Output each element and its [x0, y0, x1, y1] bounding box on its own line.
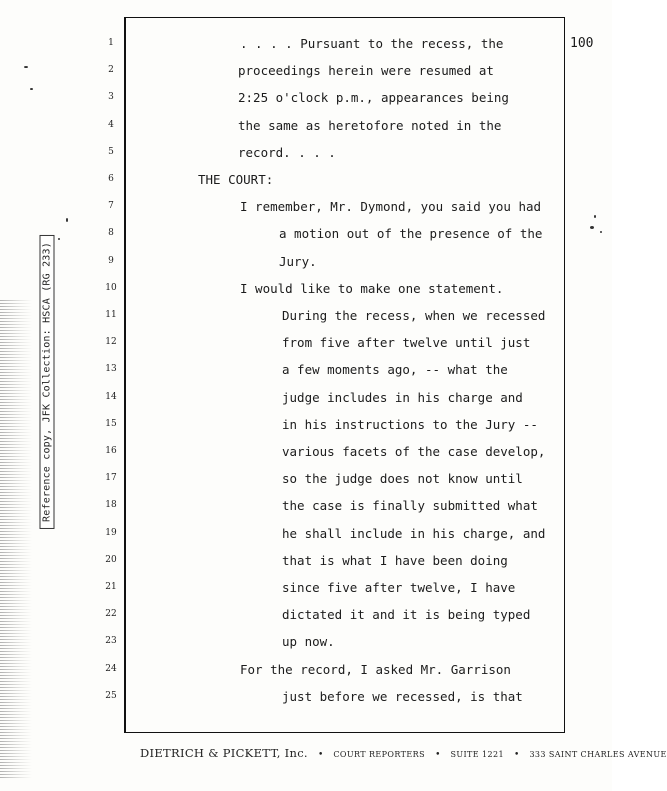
line-number: 15	[105, 418, 117, 429]
line-number: 11	[105, 310, 117, 320]
transcript-line: the case is finally submitted what	[282, 498, 538, 514]
line-number: 4	[108, 119, 114, 130]
reference-stamp	[36, 232, 58, 532]
line-number: 17	[105, 473, 117, 484]
scan-speck	[600, 231, 602, 233]
transcript-line: a motion out of the presence of the	[279, 226, 543, 242]
transcript-line: just before we recessed, is that	[282, 688, 523, 704]
transcript-line: THE COURT:	[198, 172, 274, 187]
transcript-line: various facets of the case develop,	[282, 444, 546, 459]
transcript-line: so the judge does not know until	[282, 471, 523, 487]
line-number: 19	[105, 527, 117, 538]
line-number: 2	[108, 65, 114, 76]
line-number: 24	[105, 663, 117, 674]
reporter-footer	[140, 742, 667, 761]
scan-speck	[594, 215, 596, 218]
transcript-line: that is what I have been doing	[282, 552, 508, 568]
line-number: 21	[105, 582, 117, 592]
line-number: 5	[108, 146, 114, 157]
line-number: 12	[105, 337, 117, 348]
scan-speck	[24, 66, 28, 68]
footer-firm: DIETRICH & PICKETT, Inc.	[140, 746, 308, 760]
line-number: 9	[108, 255, 114, 266]
line-number: 22	[105, 609, 117, 620]
line-number: 16	[105, 446, 117, 456]
line-number: 1	[108, 38, 114, 48]
transcript-line: the same as heretofore noted in the	[238, 117, 502, 133]
footer-role: COURT REPORTERS	[333, 750, 425, 759]
line-number: 20	[105, 554, 117, 565]
line-number: 23	[105, 636, 117, 647]
transcript-line: record. . . .	[238, 144, 336, 160]
footer-suite: SUITE 1221	[450, 750, 504, 759]
footer-separator: •	[514, 750, 520, 760]
transcript-line: I would like to make one statement.	[240, 280, 504, 296]
footer-address: 333 SAINT CHARLES AVENUE	[529, 750, 667, 759]
footer-separator: •	[318, 750, 324, 760]
page-number: 100	[570, 36, 594, 51]
line-number: 6	[108, 174, 114, 184]
line-number: 8	[108, 228, 114, 239]
transcript-line: I remember, Mr. Dymond, you said you had	[240, 199, 542, 215]
scan-speck	[30, 88, 33, 90]
line-number: 3	[108, 92, 114, 103]
transcript-line: . . . . Pursuant to the recess, the	[240, 36, 504, 51]
scan-binding-edge	[0, 300, 32, 780]
line-number: 14	[105, 391, 117, 402]
reference-stamp-text: Reference copy, JFK Collection: HSCA (RG 233)	[40, 235, 55, 529]
transcript-line: up now.	[282, 634, 335, 650]
transcript-line: judge includes in his charge and	[282, 389, 523, 405]
scan-speck	[58, 238, 60, 240]
transcript-line: in his instructions to the Jury --	[282, 416, 538, 432]
transcript-line: 2:25 o'clock p.m., appearances being	[238, 90, 509, 106]
line-number: 18	[105, 500, 117, 511]
transcript-line: For the record, I asked Mr. Garrison	[240, 661, 511, 677]
transcript-line: proceedings herein were resumed at	[238, 63, 494, 79]
footer-separator: •	[435, 750, 441, 760]
line-number: 7	[108, 201, 114, 212]
transcript-line: he shall include in his charge, and	[282, 525, 546, 541]
transcript-line: a few moments ago, -- what the	[282, 362, 508, 378]
transcript-line: dictated it and it is being typed	[282, 607, 531, 623]
line-number: 13	[105, 364, 117, 375]
transcript-line: During the recess, when we recessed	[282, 308, 546, 323]
scan-speck	[590, 226, 594, 229]
transcript-line: since five after twelve, I have	[282, 580, 516, 595]
transcript-line: from five after twelve until just	[282, 335, 531, 351]
scan-speck	[66, 218, 68, 222]
line-number: 25	[105, 690, 117, 701]
line-number: 10	[105, 282, 117, 293]
transcript-line: Jury.	[279, 253, 317, 269]
